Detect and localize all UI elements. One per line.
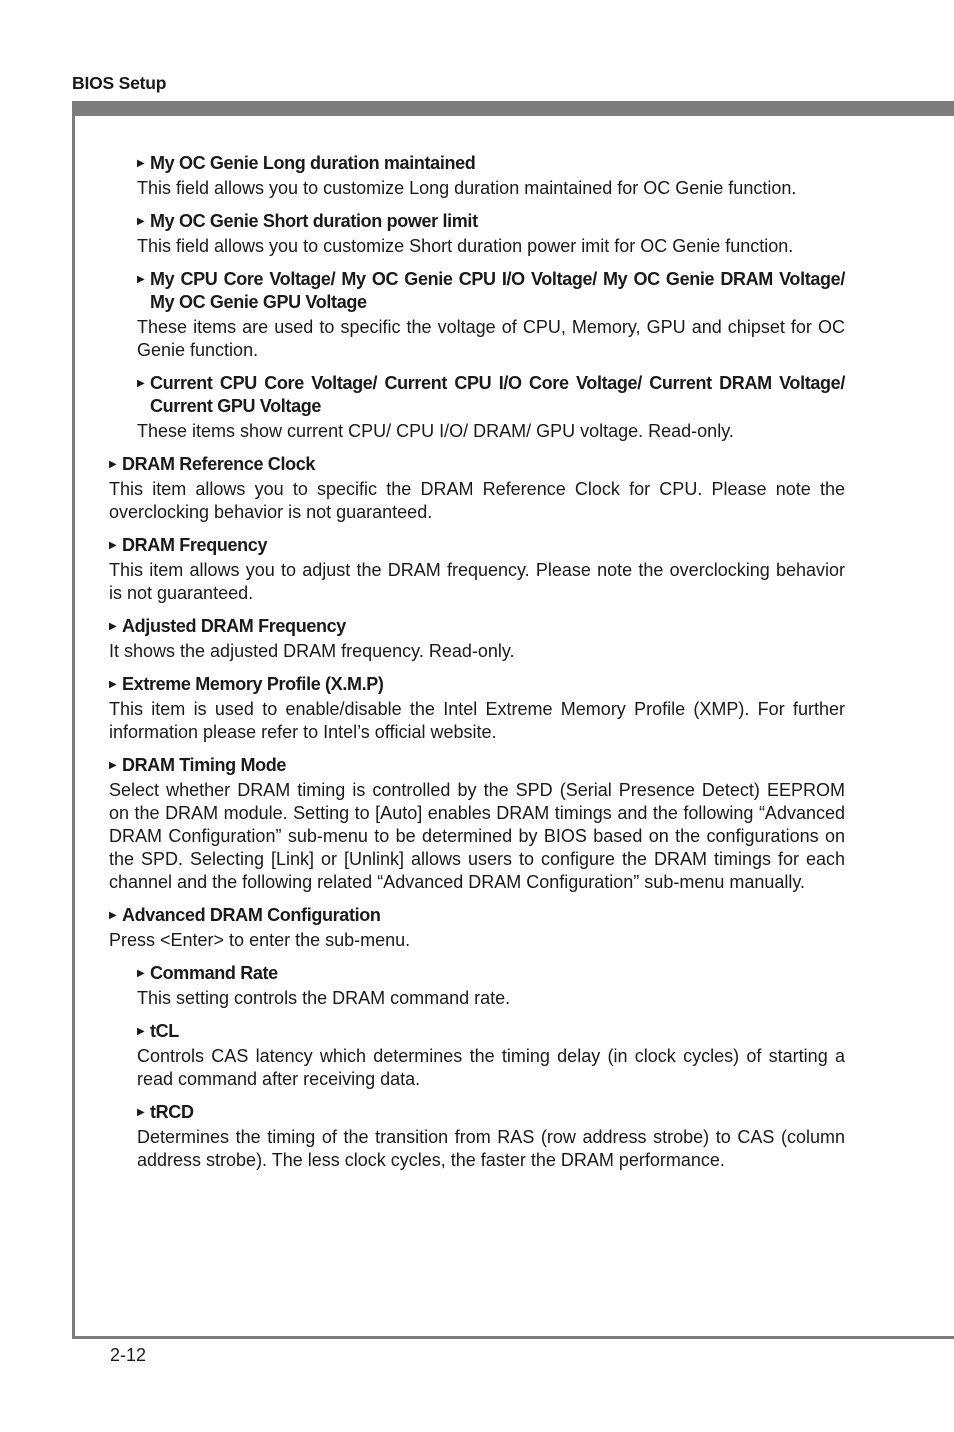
bios-item-heading	[109, 754, 845, 777]
bios-item-entry	[109, 534, 845, 605]
bios-item-description: These items are used to specific the voltage of CPU, Memory, GPU and chipset for OC Genie function.	[137, 317, 845, 360]
bios-item-entry	[109, 673, 845, 744]
bios-item-heading	[109, 534, 845, 557]
bios-item-title: Extreme Memory Profile (X.M.P)	[122, 674, 384, 694]
bios-item-title: My OC Genie Long duration maintained	[150, 153, 476, 173]
triangle-bullet-icon: ▶	[109, 910, 117, 921]
bios-item-description: This item is used to enable/disable the Intel Extreme Memory Profile (XMP). For further information please refer to Intel’s official website.	[109, 699, 845, 742]
bios-item-description: This field allows you to customize Short duration power imit for OC Genie function.	[137, 236, 794, 256]
bios-item-title: Advanced DRAM Configuration	[122, 905, 381, 925]
triangle-bullet-icon: ▶	[109, 679, 117, 690]
bios-item-entry	[137, 962, 845, 1010]
bios-item-entry	[137, 372, 845, 443]
triangle-bullet-icon: ▶	[137, 216, 145, 227]
footer-rule	[72, 1336, 954, 1339]
bios-item-title: Command Rate	[150, 963, 278, 983]
bios-item-entry	[137, 1020, 845, 1091]
triangle-bullet-icon: ▶	[137, 158, 145, 169]
bios-item-heading	[137, 372, 845, 418]
bios-item-heading	[137, 1101, 845, 1124]
bios-item-heading	[137, 210, 845, 233]
bios-item-heading	[137, 1020, 845, 1043]
triangle-bullet-icon: ▶	[137, 968, 145, 979]
bios-item-heading	[109, 453, 845, 476]
bios-item-heading	[137, 152, 845, 175]
bios-item-description: This field allows you to customize Long duration maintained for OC Genie function.	[137, 178, 797, 198]
triangle-bullet-icon: ▶	[137, 1026, 145, 1037]
bios-item-entry	[109, 754, 845, 894]
bios-item-entry	[109, 615, 845, 663]
bios-item-description: Determines the timing of the transition from RAS (row address strobe) to CAS (column address strobe). The less clock cycles, the faster the DRAM performance.	[137, 1127, 845, 1170]
header-bar	[72, 101, 954, 116]
bios-item-entry	[137, 1101, 845, 1172]
bios-item-description: This item allows you to specific the DRAM Reference Clock for CPU. Please note the overclocking behavior is not guaranteed.	[109, 479, 845, 522]
bios-item-description: Controls CAS latency which determines the timing delay (in clock cycles) of starting a read command after receiving data.	[137, 1046, 845, 1089]
bios-item-description: These items show current CPU/ CPU I/O/ DRAM/ GPU voltage. Read-only.	[137, 421, 734, 441]
document-body	[109, 152, 845, 1182]
bios-item-title: Current CPU Core Voltage/ Current CPU I/O Core Voltage/ Current DRAM Voltage/ Current GPU Voltage	[150, 373, 845, 416]
bios-item-title: DRAM Timing Mode	[122, 755, 287, 775]
triangle-bullet-icon: ▶	[137, 274, 145, 285]
bios-item-entry	[137, 152, 845, 200]
triangle-bullet-icon: ▶	[109, 540, 117, 551]
bios-item-entry	[109, 453, 845, 524]
bios-item-entry	[109, 904, 845, 952]
bios-item-description: It shows the adjusted DRAM frequency. Read-only.	[109, 641, 515, 661]
bios-item-description: Press <Enter> to enter the sub-menu.	[109, 930, 411, 950]
bios-item-heading	[109, 904, 845, 927]
bios-item-title: DRAM Frequency	[122, 535, 268, 555]
bios-item-description: This item allows you to adjust the DRAM frequency. Please note the overclocking behavior is not guaranteed.	[109, 560, 845, 603]
bios-item-heading	[137, 268, 845, 314]
bios-item-heading	[109, 615, 845, 638]
bios-item-entry	[137, 268, 845, 362]
bios-item-title: My CPU Core Voltage/ My OC Genie CPU I/O Voltage/ My OC Genie DRAM Voltage/ My OC Genie GPU Voltage	[150, 269, 845, 312]
bios-item-title: tCL	[150, 1021, 179, 1041]
bios-item-title: Adjusted DRAM Frequency	[122, 616, 346, 636]
bios-item-heading	[109, 673, 845, 696]
bios-item-title: DRAM Reference Clock	[122, 454, 316, 474]
triangle-bullet-icon: ▶	[137, 378, 145, 389]
bios-item-description: Select whether DRAM timing is controlled by the SPD (Serial Presence Detect) EEPROM on the DRAM module. Setting to [Auto] enables DRAM timings and the following “Advanced DRAM Configuration” sub-menu to be determined by BIOS based on the configurations on the SPD. Selecting [Link] or [Unlink] allows users to configure the DRAM timings for each channel and the following related “Advanced DRAM Configuration” sub-menu manually.	[109, 780, 845, 892]
bios-item-entry	[137, 210, 845, 258]
triangle-bullet-icon: ▶	[109, 621, 117, 632]
triangle-bullet-icon: ▶	[137, 1107, 145, 1118]
triangle-bullet-icon: ▶	[109, 760, 117, 771]
triangle-bullet-icon: ▶	[109, 459, 117, 470]
page-header-title: BIOS Setup	[72, 73, 167, 93]
page-number: 2-12	[110, 1345, 147, 1365]
bios-item-title: tRCD	[150, 1102, 194, 1122]
bios-item-description: This setting controls the DRAM command rate.	[137, 988, 511, 1008]
bios-item-heading	[137, 962, 845, 985]
left-margin-rule	[72, 101, 75, 1339]
bios-item-title: My OC Genie Short duration power limit	[150, 211, 478, 231]
